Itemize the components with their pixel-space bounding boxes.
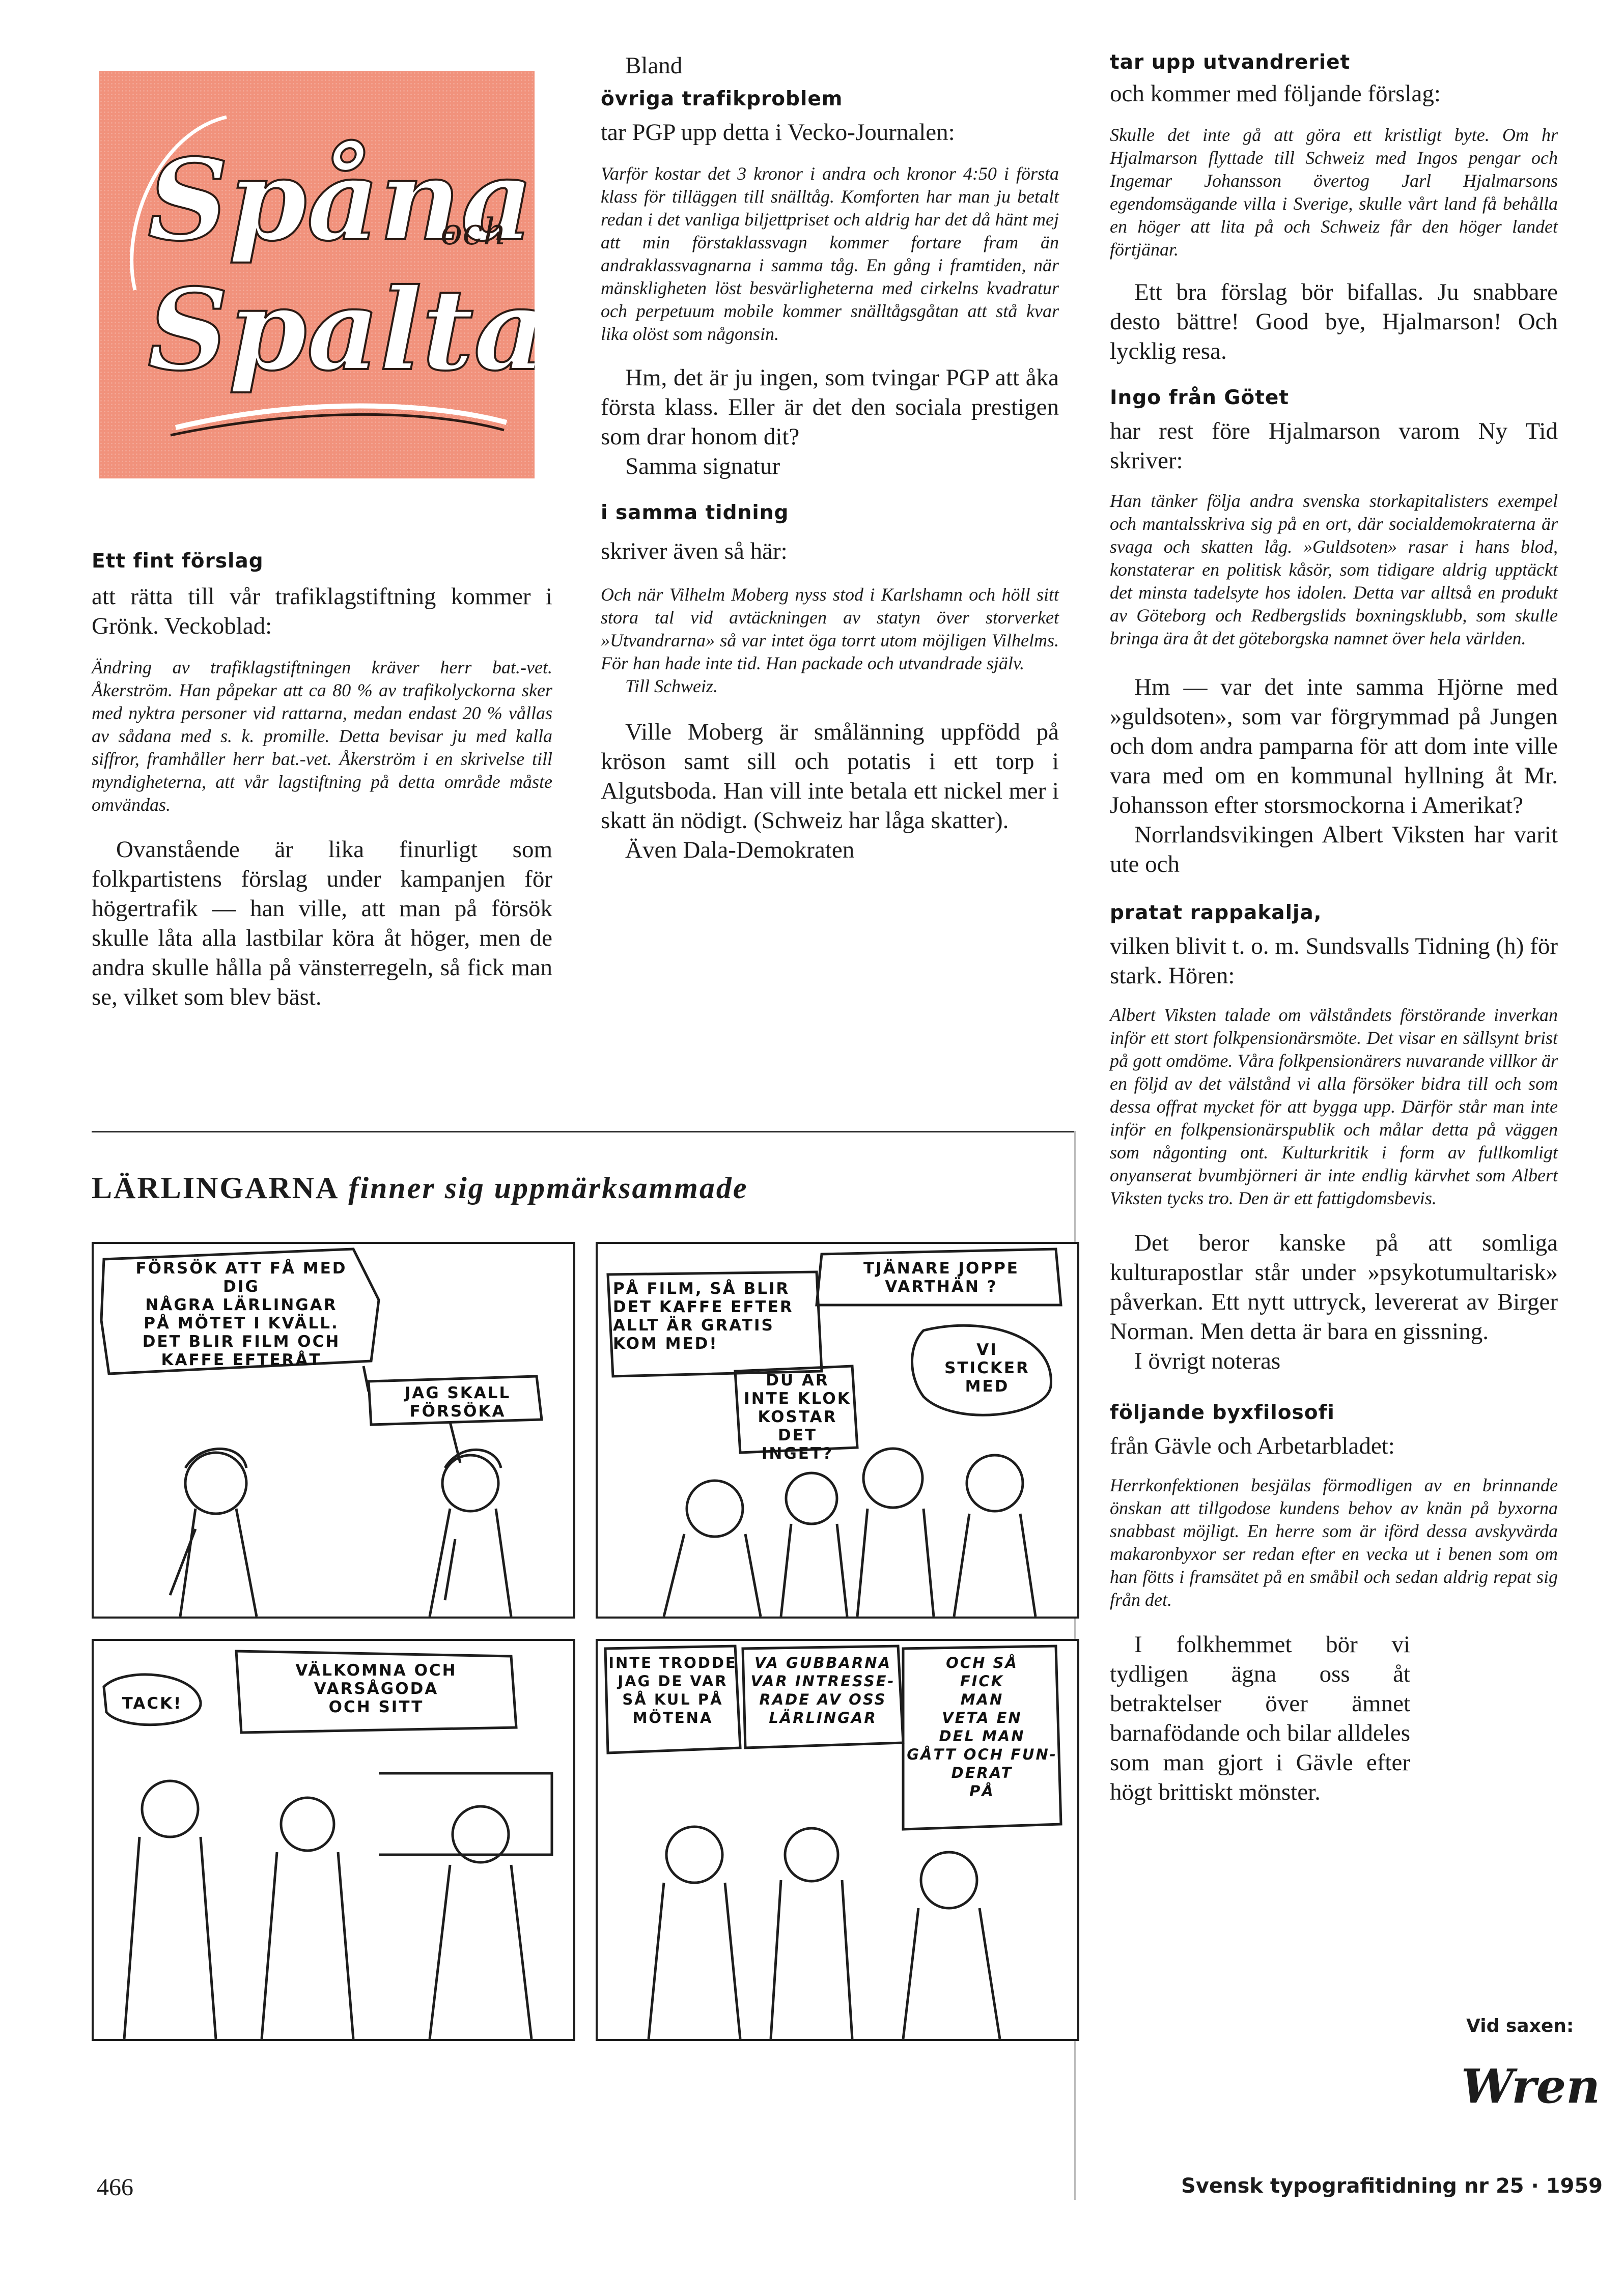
col2-quote-1: Varför kostar det 3 kronor i andra och kronor 4:50 i första klass för tilläggen till snälltåg. Komforten har man ju betalt redan i det vanliga biljettpriset och aldrig har det då hänt mej att min förstaklassvagn kommer fortare fram än andraklassvagnarna i samma tåg. En gång i framtiden, när mänskligheten löst besvärligheterna med cirkelns kvadratur och perpetuum mobile kommer snälltågsgåtan att stå kvar lika olöst som någonsin. xyxy=(601,163,1059,344)
col3-para-6: vilken blivit t. o. m. Sundsvalls Tidning (h) för stark. Hören: xyxy=(1110,933,1558,989)
col2-para-2: Hm, det är ju ingen, som tvingar PGP att åka första klass. Eller är det den sociala prestigen som drar honom dit? xyxy=(601,364,1059,450)
col1-para-1: att rätta till vår trafiklagstiftning kommer i Grönk. Veckoblad: xyxy=(92,583,552,639)
comic-panel-3 xyxy=(92,1639,575,2041)
col3-para-1: och kommer med följande förslag: xyxy=(1110,80,1441,107)
horizontal-divider xyxy=(92,1131,1074,1132)
page-number: 466 xyxy=(97,2174,133,2201)
panel-2-bubble-2: PÅ FILM, SÅ BLIR DET KAFFE EFTER ALLT ÄR GRATIS KOM MED! xyxy=(613,1280,794,1353)
col2-quote-2: Och när Vilhelm Moberg nyss stod i Karlshamn och höll sitt stora tal vid avtäckningen av statyn över storverket »Utvandrarna» så var intet öga torrt utom möjligen Vilhelms. För han hade inte tid. Han packade och utvandrade själv. xyxy=(601,584,1059,673)
column-1 xyxy=(92,550,552,1012)
col3-para-2: Ett bra förslag bör bifallas. Ju snabbare desto bättre! Good bye, Hjalmarson! Och lycklig resa. xyxy=(1110,279,1558,364)
col3-para-10: I folkhemmet bör vi tydligen ägna oss åt betraktelser över ämnet barnafödande och bilar alldeles som man gjort i Gävle efter högt brittiskt mönster. xyxy=(1110,1631,1410,1805)
heading-foljande-byxfilosofi: följande byxfilosofi xyxy=(1110,1401,1335,1424)
panel-2-bubble-1: TJÄNARE JOPPE VARTHÄN ? xyxy=(863,1259,1019,1296)
col2-para-6: Även Dala-Demokraten xyxy=(625,837,855,863)
col3-para-5: Norrlandsvikingen Albert Viksten har varit ute och xyxy=(1110,821,1558,877)
title-line2: Spalt xyxy=(148,264,474,395)
col1-para-2: Ovanstående är lika finurligt som folkpartistens förslag under kampanjen för högertrafik — han ville, att man på försök skulle låta alla lastbilar köra åt höger, men de andra skulle hålla på vänsterregeln, så fick man se, vilket som blev bäst. xyxy=(92,836,552,1010)
col3-para-9: från Gävle och Arbetarbladet: xyxy=(1110,1433,1395,1459)
vid-saxen-label: Vid saxen: xyxy=(1466,2016,1574,2036)
panel-3-bubble-2: VÄLKOMNA OCH VARSÅGODA OCH SITT xyxy=(295,1661,457,1716)
heading-i-samma-tidning: i samma tidning xyxy=(601,501,789,524)
column-2 xyxy=(601,51,1059,865)
col3-para-3: har rest före Hjalmarson varom Ny Tid skriver: xyxy=(1110,418,1558,474)
comic-title-italic: finner sig uppmärksammade xyxy=(348,1171,748,1205)
col2-para-4: skriver även så här: xyxy=(601,538,788,564)
heading-pratat-rappakalja: pratat rappakalja, xyxy=(1110,901,1322,924)
panel-4-bubble-2: VA GUBBARNA VAR INTRESSE- RADE AV OSS LÄRLINGAR xyxy=(750,1654,896,1726)
col2-para-3: Samma signatur xyxy=(625,453,780,479)
col2-para-5: Ville Moberg är smålänning uppfödd på kröson samt sill och potatis i ett torp i Algutsboda. Han vill inte betala ett nickel mer i skatt än nödigt. (Schweiz har låga skatter). xyxy=(601,719,1059,834)
comic-panel-4 xyxy=(596,1639,1079,2041)
comic-title-caps: LÄRLINGARNA xyxy=(92,1171,340,1205)
comic-panel-1 xyxy=(92,1242,575,1619)
title-line1: Spåna xyxy=(148,134,534,266)
heading-tar-upp-utvandreriet: tar upp utvandreriet xyxy=(1110,51,1351,74)
col3-quote-3: Albert Viksten talade om välståndets förstörande inverkan inför ett stort folkpensionärsmöte. Det visar en sällsynt brist på gott omdöme. Våra folkpensionärers nuvarande villkor är en följd av det välstånd vi alla försöker bidra till och som dessa offrat mycket för att bygga upp. Därför står man inte inför en folkpensionärspublik och målar detta på väggen som någonting ont. Kulturkritik i form av fullkomligt onyanserat bvumbjörneri är inte endlig kärvhet som Albert Viksten tycks tro. Den är ett fattigdomsbevis. xyxy=(1110,1005,1558,1208)
title-och: och xyxy=(440,210,507,253)
col3-para-4: Hm — var det inte samma Hjörne med »guldsoten», som var förgrymmad på Jungen och dom andra pamparna för att dom inte ville vara med om en kommunal hyllning åt Mr. Johansson efter storsmockorna i Amerikat? xyxy=(1110,674,1558,818)
col1-quote-1: Ändring av trafiklagstiftningen kräver herr bat.-vet. Åkerström. Han påpekar att ca 80 % av trafikolyckorna sker med nyktra personer vid rattarna, medan endast 20 % vållas av sådana med s. k. promille. Detta bevisar ju med kalla siffror, framhåller herr bat.-vet. Åkerström i en skrivelse till myndigheterna, att vår lagstiftning på detta område måste omvändas. xyxy=(92,657,552,815)
heading-ett-fint-forslag: Ett fint förslag xyxy=(92,550,264,573)
col3-quote-4: Herrkonfektionen besjälas förmodligen av en brinnande önskan att tillgodose kundens behov av knän på byxorna snabbast möjligt. En herre som är iförd dessa avskyvärda makaronbyxor ser redan efter en vecka ut i benen som om han fötts i framsätet på en småbil och sedan aldrig repat sig från det. xyxy=(1110,1475,1558,1610)
col3-para-7: Det beror kanske på att somliga kulturapostlar står under »psykotumultarisk» påverkan. Ett nytt uttryck, levererat av Birger Norman. Men detta är bara en gissning. xyxy=(1110,1230,1558,1345)
heading-ovriga-trafikproblem: övriga trafikproblem xyxy=(601,88,843,110)
comic-panel-2 xyxy=(596,1242,1079,1619)
column-3 xyxy=(1110,51,1558,1807)
panel-3-bubble-1: TACK! xyxy=(122,1694,183,1713)
signature-wren: Wren xyxy=(1461,2059,1601,2114)
heading-ingo-fran-gotet: Ingo från Götet xyxy=(1110,386,1289,409)
panel-1-bubble-2: JAG SKALL FÖRSÖKA xyxy=(404,1384,511,1421)
comic-title xyxy=(92,1171,748,1206)
col2-para-1: tar PGP upp detta i Vecko-Journalen: xyxy=(601,119,955,146)
panel-2-bubble-4: VI STICKER MED xyxy=(944,1341,1030,1396)
col3-para-8: I övrigt noteras xyxy=(1134,1348,1281,1374)
publication-footer: Svensk typografitidning nr 25 · 1959 xyxy=(1181,2174,1603,2198)
title-logo-box xyxy=(99,71,535,478)
col3-quote-1: Skulle det inte gå att göra ett kristligt byte. Om hr Hjalmarson flyttade till Schweiz med Ingos pengar och Ingemar Johansson övertog Jarl Hjalmarsons egendomsägande villa i Sverige, skulle vårt land få behålla en höger att lita på och Schweiz får den höger landet förtjänar. xyxy=(1110,125,1558,260)
col2-para-0: Bland xyxy=(625,52,683,79)
panel-4-bubble-3: OCH SÅ FICK MAN VETA EN DEL MAN GÅTT OCH FUN- DERAT PÅ xyxy=(907,1654,1057,1800)
panel-2-bubble-3: DU ÄR INTE KLOK KOSTAR DET INGET? xyxy=(744,1371,851,1463)
panel-1-bubble-1: FÖRSÖK ATT FÅ MED DIG NÅGRA LÄRLINGAR PÅ MÖTET I KVÄLL. DET BLIR FILM OCH KAFFE EFTERÅT xyxy=(135,1259,347,1369)
title-logo-art xyxy=(99,71,535,478)
col3-quote-2: Han tänker följa andra svenska storkapitalisters exempel och mantalsskriva sig på en ort, där socialdemokraterna är svaga och skatten låg. »Guldsoten» rasar i hans blod, konstaterar en politisk kåsör, som tidigare aldrig upptäckt det minsta tadelsyte hos idolen. Detta var alltså en produkt av Göteborg och Redbergslids boxningsklubb, som skulle bringa ära åt det göteborgska namnet över hela världen. xyxy=(1110,491,1558,648)
panel-4-bubble-1: INTE TRODDE JAG DE VAR SÅ KUL PÅ MÖTENA xyxy=(608,1654,737,1726)
col2-quote-2b: Till Schweiz. xyxy=(625,676,718,696)
